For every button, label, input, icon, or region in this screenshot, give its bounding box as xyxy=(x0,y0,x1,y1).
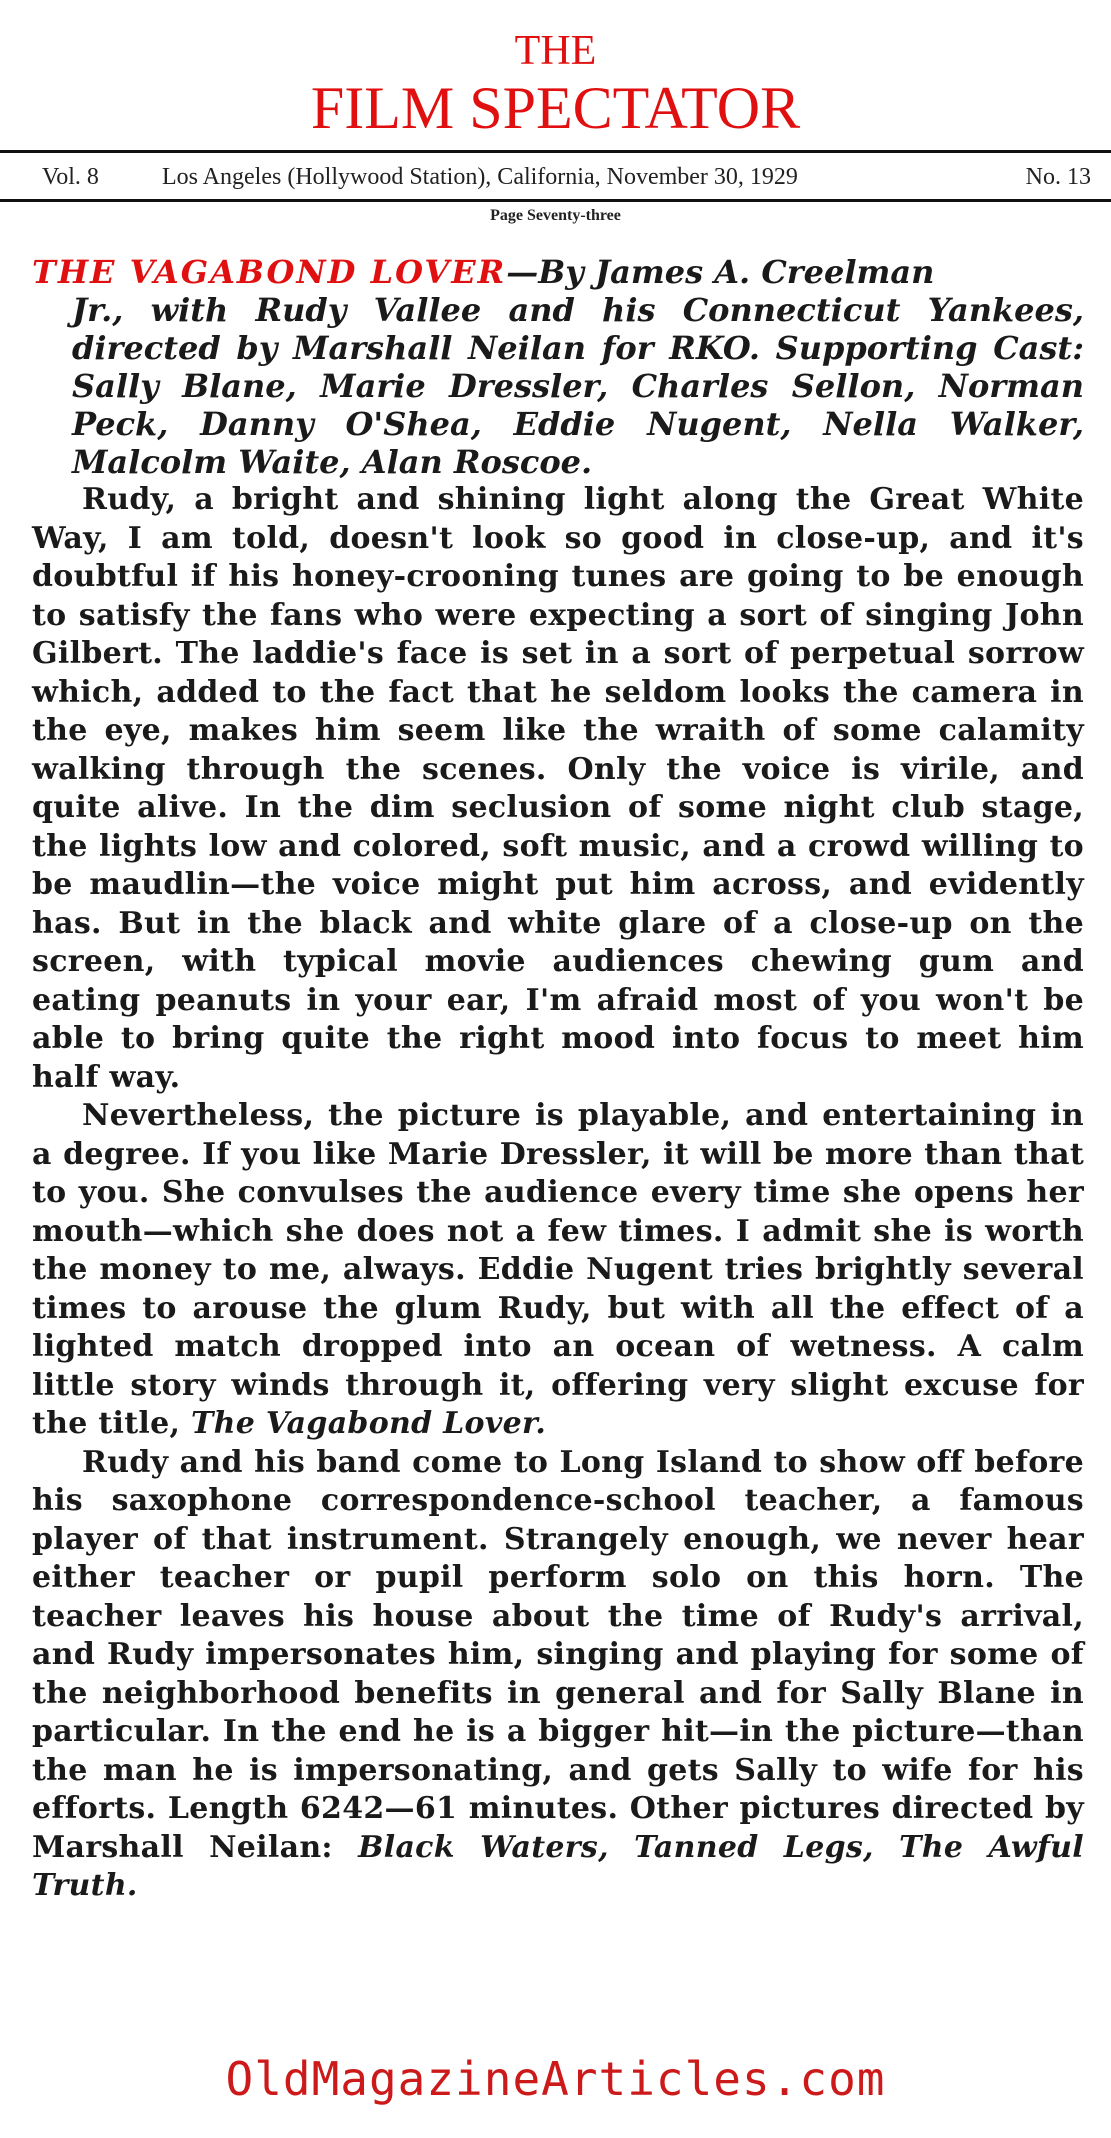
paragraph-3 xyxy=(32,1444,1084,1906)
watermark: OldMagazineArticles.com xyxy=(225,2052,886,2106)
article xyxy=(32,253,1084,1906)
bottom-rule xyxy=(0,199,1111,202)
article-headline: THE VAGABOND LOVER xyxy=(32,253,507,291)
issue-number: No. 13 xyxy=(1025,164,1091,190)
volume-number: Vol. 8 xyxy=(42,164,99,190)
dateline xyxy=(0,160,1111,194)
paragraph-2-title: The Vagabond Lover. xyxy=(190,1406,547,1441)
article-heading xyxy=(32,253,1084,481)
location-date: Los Angeles (Hollywood Station), California, November 30, 1929 xyxy=(162,164,798,190)
paragraph-3-films: Black Waters, Tanned Legs, The Awful Truth. xyxy=(32,1829,1084,1903)
page-number: Page Seventy-three xyxy=(490,207,621,224)
paragraph-2 xyxy=(32,1097,1084,1444)
top-rule xyxy=(0,150,1111,153)
paragraph-1: Rudy, a bright and shining light along the Great White Way, I am told, doesn't look so good in close-up, and it's doubtful if his honey-crooning tunes are going to be enough to satisfy the fans who were expecting a sort of singing John Gilbert. The laddie's face is set in a sort of perpetual sorrow which, added to the fact that he seldom looks the camera in the eye, makes him seem like the wraith of some calamity walking through the scenes. Only the voice is virile, and quite alive. In the dim seclusion of some night club stage, the lights low and colored, soft music, and a crowd willing to be maudlin—the voice might put him across, and evidently has. But in the black and white glare of a close-up on the screen, with typical movie audiences chewing gum and eating peanuts in your ear, I'm afraid most of you won't be able to bring quite the right mood into focus to meet him half way. xyxy=(32,482,1084,1095)
masthead-the: THE xyxy=(514,28,597,74)
masthead-title: FILM SPECTATOR xyxy=(310,75,801,141)
article-credits-first: —By James A. Creelman xyxy=(506,253,935,291)
article-credits: Jr., with Rudy Vallee and his Connecticut Yankees, directed by Marshall Neilan for RKO. Supporting Cast: Sally Blane, Marie Dressler, Charles Sellon, Norman Peck, Danny O'Shea, Eddie Nugent, Nella Walker, Malcolm Waite, Alan Roscoe. xyxy=(72,291,1084,481)
paragraph-3-text: Rudy and his band come to Long Island to show off before his saxophone correspondence-school teacher, a famous player of that instrument. Strangely enough, we never hear either teacher or pupil perform solo on this horn. The teacher leaves his house about the time of Rudy's arrival, and Rudy impersonates him, singing and playing for some of the neighborhood benefits in general and for Sally Blane in particular. In the end he is a bigger hit—in the picture—than the man he is impersonating, and gets Sally to wife for his efforts. Length 6242—61 minutes. Other pictures directed by Marshall Neilan: xyxy=(32,1444,1084,1865)
paragraph-2-text: Nevertheless, the picture is playable, and entertaining in a degree. If you like Marie Dressler, it will be more than that to you. She convulses the audience every time she opens her mouth—which she does not a few times. I admit she is worth the money to me, always. Eddie Nugent tries brightly several times to arouse the glum Rudy, but with all the effect of a lighted match dropped into an ocean of wetness. A calm little story winds through it, offering very slight excuse for the title, xyxy=(32,1098,1084,1441)
